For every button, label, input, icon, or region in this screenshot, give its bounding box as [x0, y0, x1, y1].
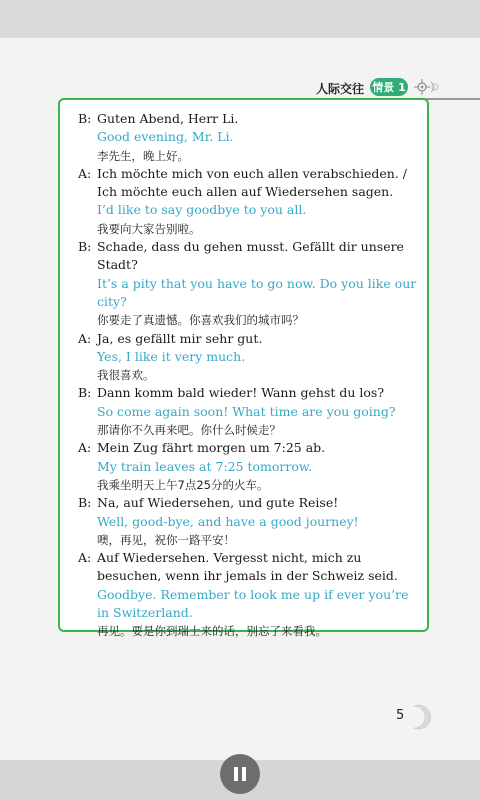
- speaker-label: B:: [78, 495, 92, 511]
- english-line: So come again soon! What time are you going?: [97, 403, 396, 419]
- speaker-label: A:: [78, 550, 92, 566]
- speaker-label: B:: [78, 239, 92, 255]
- dialogue-list: [78, 110, 417, 641]
- dialogue-turn: [78, 549, 417, 640]
- dialogue-turn: [78, 330, 417, 385]
- dialogue-turn: [78, 439, 417, 494]
- dialogue-turn: [78, 110, 417, 165]
- speaker-label: A:: [78, 440, 92, 456]
- german-line: Schade, dass du gehen musst. Gefällt dir unsere Stadt?: [97, 239, 404, 273]
- chinese-line: 我乘坐明天上午7点25分的火车。: [97, 477, 269, 492]
- chinese-line: 你要走了真遗憾。你喜欢我们的城市吗？: [97, 313, 304, 328]
- english-line: I’d like to say goodbye to you all.: [97, 202, 307, 218]
- page-number-area: [392, 704, 432, 730]
- pause-icon: [234, 767, 238, 781]
- english-line: Goodbye. Remember to look me up if ever you’re in Switzerland.: [97, 586, 409, 621]
- chinese-line: 那请你不久再来吧。你什么时候走？: [97, 423, 281, 438]
- english-line: It’s a pity that you have to go now. Do you like our city?: [97, 275, 417, 309]
- chinese-line: 再见。要是你到瑞士来的话，别忘了来看我。: [97, 624, 327, 639]
- german-line: Guten Abend, Herr Li.: [97, 111, 239, 126]
- dialogue-turn: [78, 384, 417, 439]
- german-line: Dann komm bald wieder! Wann gehst du los?: [97, 385, 385, 401]
- speaker-label: B:: [78, 385, 92, 401]
- chinese-line: 我很喜欢。: [97, 368, 155, 383]
- german-line: Ich möchte mich von euch allen verabschieden. / Ich möchte euch allen auf Wiedersehen sagen.: [97, 165, 407, 200]
- dialogue-card: [58, 98, 429, 639]
- german-line: Auf Wiedersehen. Vergesst nicht, mich zu besuchen, wenn ihr jemals in der Schweiz seid.: [97, 550, 398, 584]
- chinese-line: 噢，再见，祝你一路平安！: [97, 532, 235, 547]
- dialogue-turn: [78, 165, 417, 238]
- speaker-label: A:: [78, 165, 92, 181]
- chinese-line: 李先生，晚上好。: [97, 148, 189, 163]
- german-line: Ja, es gefällt mir sehr gut.: [97, 330, 263, 346]
- speaker-label: A:: [78, 330, 92, 346]
- pause-icon: [242, 767, 246, 781]
- page-number: 5: [396, 708, 405, 723]
- chinese-line: 我要向大家告别啦。: [97, 221, 201, 236]
- section-title: 人际交往: [315, 82, 364, 96]
- page-header: [260, 76, 480, 100]
- english-line: Good evening, Mr. Li.: [97, 129, 234, 145]
- dialogue-turn: [78, 238, 417, 329]
- german-line: Na, auf Wiedersehen, und gute Reise!: [97, 495, 339, 511]
- english-line: Yes, I like it very much.: [97, 348, 246, 364]
- pause-button[interactable]: [220, 754, 260, 794]
- english-line: My train leaves at 7:25 tomorrow.: [97, 458, 313, 474]
- flower-icon: [412, 76, 440, 98]
- english-line: Well, good-bye, and have a good journey!: [97, 513, 359, 529]
- speaker-label: B:: [78, 111, 92, 126]
- top-status-bar: [0, 0, 480, 38]
- dialogue-turn: [78, 494, 417, 549]
- scene-badge: 情景 1: [370, 78, 408, 96]
- german-line: Mein Zug fährt morgen um 7:25 ab.: [97, 440, 326, 456]
